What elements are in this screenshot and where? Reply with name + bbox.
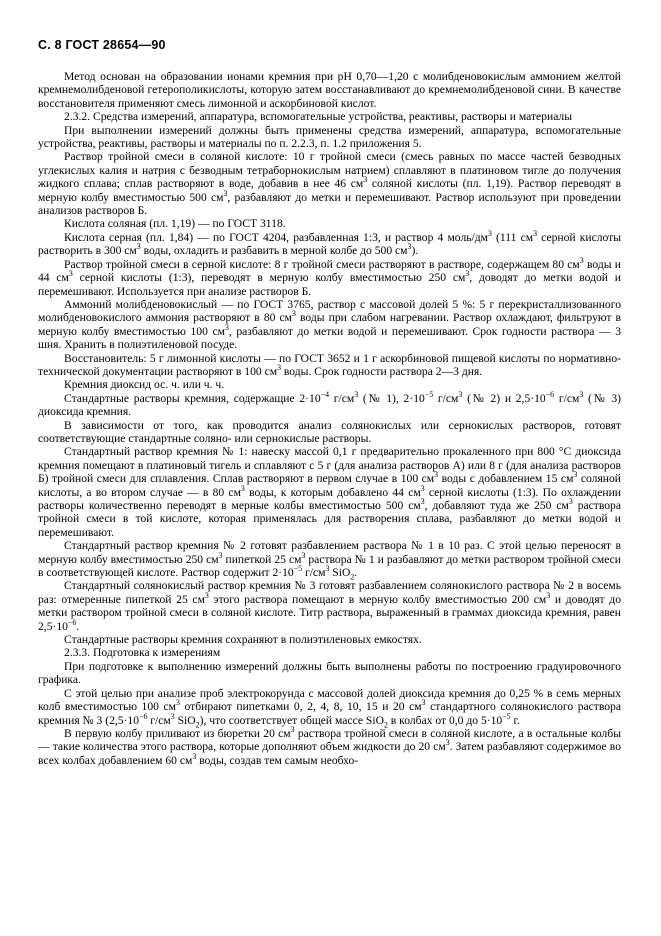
paragraph: Метод основан на образовании ионами кремния при рН 0,70—1,20 с молибденовокислым аммонием желтой кремнемолибденовой гетерополикислоты, которую затем восстанавливают до кремнемолибденовой сини. В качестве восстановителя применяют смесь лимонной и аскорбиновой кислот. <box>38 70 621 110</box>
paragraph: Стандартный солянокислый раствор кремния № 3 готовят разбавлением солянокислого раствора № 2 в восемь раз: отмеренные пипеткой 25 $см^3$ этого раствора помещают в мерную колбу вместимостью 200 $см^3$ и доводят до метки раствором тройной смеси в соляной кислоте. Титр раствора, выраженный в граммах диоксида кремния, равен $2,5\cdot 10^{-6}$. <box>38 579 621 633</box>
page-number: 8 <box>54 38 62 52</box>
page-header <box>38 38 621 52</box>
paragraph: Раствор тройной смеси в соляной кислоте: 10 г тройной смеси (смесь равных по массе частей безводных углекислых калия и натрия с безводным тетраборнокислым натрием) сплавляют в платиновом тигле до получения жидкого сплава; сплав растворяют в воде, добавив в нее 46 $см^3$ соляной кислоты (пл. 1,19). Раствор переводят в мерную колбу вместимостью 500 $см^3$, разбавляют до метки и перемешивают. Раствор используют при проведении анализов растворов Б. <box>38 150 622 218</box>
document-body <box>38 70 621 767</box>
paragraph: Стандартный раствор кремния № 2 готовят разбавлением раствора № 1 в 10 раз. С этой целью переносят в мерную колбу вместимостью 250 $см^3$ пипеткой 25 $см^3$ раствора № 1 и разбавляют до метки раствором тройной смеси в соответствующей кислоте. Раствор содержит $2\cdot 10^{-5}$ $г/см^3$ SiO$_2$. <box>38 539 621 582</box>
paragraph: Аммоний молибденовокислый — по ГОСТ 3765, раствор с массовой долей 5 %: 5 г перекристаллизованного молибденовокислого аммония растворяют в 80 $см^3$ воды при слабом нагревании. Раствор охлаждают, фильтруют в мерную колбу вместимостью 100 $см^3$, разбавляют до метки водой и перемешивают. Срок годности раствора — 3 шня. Хранить в полиэтиленовой посуде. <box>38 297 621 352</box>
paragraph: 2.3.2. Средства измерений, аппаратура, вспомогательные устройства, реактивы, растворы и материалы <box>64 110 573 124</box>
standard-designation: ГОСТ 28654—90 <box>65 38 166 52</box>
paragraph: При подготовке к выполнению измерений должны быть выполнены работы по построению градуировочного графика. <box>38 659 621 687</box>
paragraph: Кислота серная (пл. 1,84) — по ГОСТ 4204, разбавленная 1:3, и раствор 4 моль/$дм^3$ (111 $см^3$ серной кислоты растворить в 300 $см^3$ воды, охладить и разбавить в мерной колбе до 500 $см^3$). <box>38 229 621 258</box>
paragraph: Восстановитель: 5 г лимонной кислоты — по ГОСТ 3652 и 1 г аскорбиновой пищевой кислоты по нормативно-технической документации растворяют в 100 $см^3$ воды. Срок годности раствора 2—3 дня. <box>38 351 621 378</box>
paragraph: В первую колбу приливают из бюретки 20 $см^3$ раствора тройной смеси в соляной кислоте, а в остальные колбы — такие количества этого раствора, которые дополняют объем жидкости до 20 $см^3$. Затем разбавляют содержимое во всех колбах добавлением 60 $см^3$ воды, создав тем самым необхо- <box>38 725 621 767</box>
paragraph: 2.3.3. Подготовка к измерениям <box>64 646 221 660</box>
paragraph: Раствор тройной смеси в серной кислоте: 8 г тройной смеси растворяют в растворе, содержащем 80 $см^3$ воды и 44 $см^3$ серной кислоты (1:3), переводят в мерную колбу вместимостью 250 $см^3$, доводят до метки водой и перемешивают. Используется при анализе растворов Б. <box>38 255 621 298</box>
paragraph: Стандартный раствор кремния № 1: навеску массой 0,1 г предварительно прокаленного при 800 °С диоксида кремния помещают в платиновый тигель и сплавляют с 5 г (для анализа растворов А) или 8 г (для анализа растворов Б) тройной смеси для сплавления. Сплав растворяют в первом случае в 100 $см^3$ воды с добавлением 15 $см^3$ соляной кислоты, а во втором случае — в 80 $см^3$ воды, к которым добавлено 44 $см^3$ серной кислоты (1:3). По охлаждении растворы количественно переводят в мерные колбы вместимостью 500 $см^3$, добавляют туда же 250 $см^3$ раствора тройной смеси в той кислоте, которая применялась для растворения сплава, разбавляют до метки водой и перемешивают. <box>38 445 621 539</box>
paragraph: При выполнении измерений должны быть применены средства измерений, аппаратура, вспомогательные устройства, реактивы, растворы и материалы по п. 2.2.3, п. 1.2 приложения 5. <box>38 123 621 151</box>
page-label: С. <box>38 38 51 52</box>
paragraph: В зависимости от того, как проводится анализ солянокислых или сернокислых растворов, готовят соответствующие стандартные соляно- или сернокислые растворы. <box>38 418 621 445</box>
paragraph: Стандартные растворы кремния, содержащие $2\cdot 10^{-4}$ $г/см^3$ (№ 1), $2\cdot 10^{-5}$ $г/см^3$ (№ 2) и $2,5\cdot 10^{-6}$ $г/см^3$ (№ 3) диоксида кремния. <box>38 389 621 419</box>
paragraph: Кремния диоксид ос. ч. или ч. ч. <box>64 378 225 392</box>
paragraph: Кислота соляная (пл. 1,19) — по ГОСТ 3118. <box>64 217 286 231</box>
paragraph: Стандартные растворы кремния сохраняют в полиэтиленовых емкостях. <box>64 633 422 647</box>
paragraph: С этой целью при анализе проб электрокорунда с массовой долей диоксида кремния до 0,25 % в семь мерных колб вместимостью 100 $см^3$ отбирают пипетками 0, 2, 4, 8, 10, 15 и 20 $см^3$ стандартного солянокислого раствора кремния № 3 ($2,5\cdot 10^{-6}$ $г/см^3$ SiO$_2$), что соответствует общей массе SiO$_2$ в колбах от 0,0 до $5\cdot 10^{-5}$ г. <box>38 686 621 729</box>
